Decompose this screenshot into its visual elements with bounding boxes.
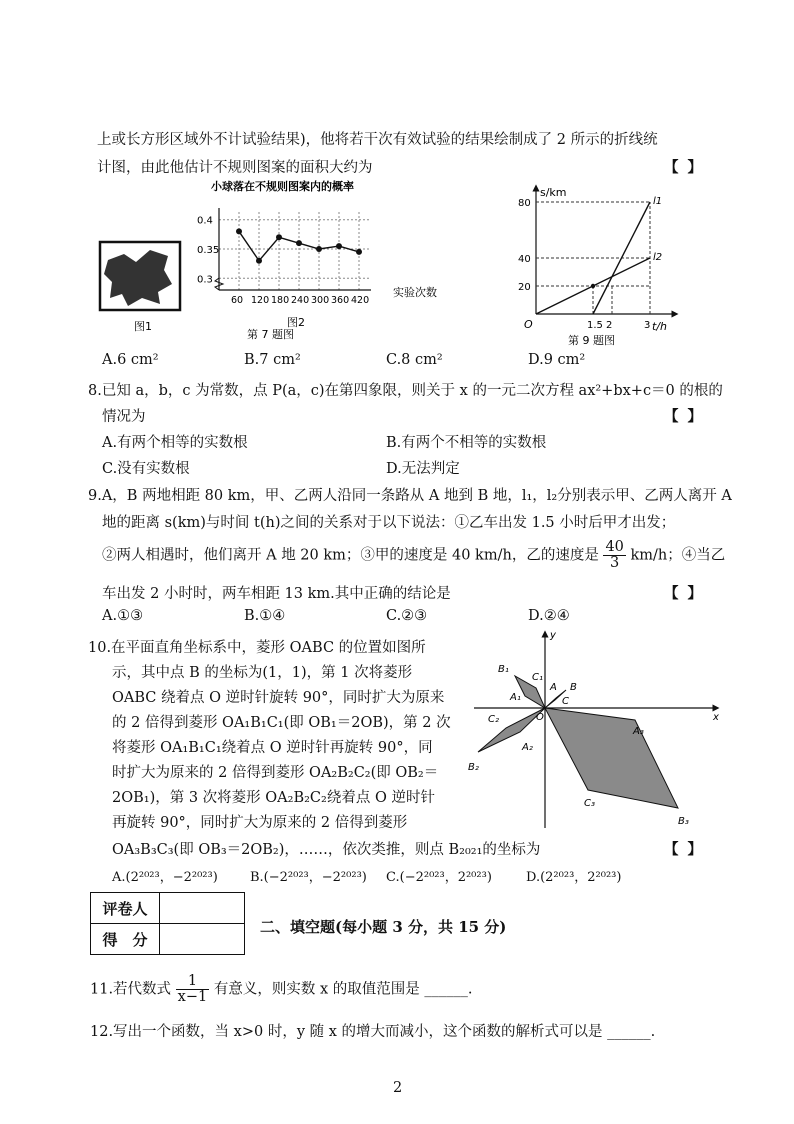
chart2-ytick-label: 20	[518, 282, 531, 293]
q8-option-b: B.有两个不相等的实数根	[386, 435, 547, 451]
q10-line-7: 2OB₁)，第 3 次将菱形 OA₂B₂C₂绕着点 O 逆时针	[112, 790, 435, 806]
fig1-caption: 图1	[134, 320, 152, 333]
q10-C3-label: C₃	[584, 798, 595, 809]
chart2-xtick-label: 3	[644, 320, 651, 331]
chart2-ytick-label: 40	[518, 254, 531, 265]
chart2-xtick-label: 2	[606, 320, 613, 331]
chart1-point	[276, 234, 282, 240]
fig7-label: 第 7 题图	[247, 328, 294, 341]
chart2-intersection-point	[591, 284, 595, 288]
chart1-point	[236, 228, 242, 234]
q8-option-c: C.没有实数根	[102, 461, 190, 477]
q8-line-1: 8.已知 a，b，c 为常数，点 P(a，c)在第四象限，则关于 x 的一元二次方程 ax²+bx+c＝0 的根的	[88, 383, 723, 399]
q10-A1-label: A₁	[510, 692, 521, 703]
q11-frac-den: x−1	[177, 989, 208, 1005]
q11-frac-num: 1	[176, 974, 210, 990]
q7-option-a: A.6 cm²	[102, 352, 159, 368]
answer-bracket-q7: 【 】	[664, 159, 705, 176]
q10-line-2: 示，其中点 B 的坐标为(1，1)，第 1 次将菱形	[112, 665, 413, 681]
chart2-series-label-l1: l1	[653, 196, 663, 207]
q9-line-2: 地的距离 s(km)与时间 t(h)之间的关系对于以下说法：①乙车出发 1.5 小时后甲才出发；	[102, 515, 676, 531]
q9-line-1: 9.A，B 两地相距 80 km，甲、乙两人沿同一条路从 A 地到 B 地，l₁，l₂分别表示甲、乙两人离开 A	[88, 488, 732, 504]
q9-line-3a: ②两人相遇时，他们离开 A 地 20 km；③甲的速度是 40 km/h，乙的速度是	[102, 547, 599, 564]
q9-option-a: A.①③	[102, 608, 144, 624]
chart2-ytick-label: 80	[518, 198, 531, 209]
chart1-xtick-label: 60	[231, 295, 244, 306]
chart1-grid	[219, 212, 371, 290]
q10-A2-label: A₂	[522, 742, 533, 753]
fig1-irregular-pattern	[98, 240, 184, 335]
q10-O-label: O	[536, 712, 544, 723]
q10-line-3: OABC 绕着点 O 逆时针旋转 90°，同时扩大为原来	[112, 690, 445, 706]
q10-B1-label: B₁	[498, 664, 509, 675]
q11-fraction	[176, 974, 210, 1005]
q10-y-label: y	[550, 630, 556, 641]
chart2-xtick-label: 1.5	[587, 320, 603, 331]
q9-line-3	[102, 540, 725, 571]
score-cell	[160, 924, 245, 955]
answer-bracket-q8: 【 】	[664, 408, 705, 425]
q10-option-c: C.(−2²⁰²³，2²⁰²³)	[386, 870, 492, 885]
fig9-label: 第 9 题图	[568, 334, 615, 347]
score-label: 得 分	[91, 924, 160, 955]
chart2-ylabel: s/km	[540, 186, 567, 199]
answer-bracket-q9: 【 】	[664, 585, 705, 602]
q9-fraction	[603, 540, 625, 571]
q10-C1-label: C₁	[532, 672, 543, 683]
q7-option-b: B.7 cm²	[244, 352, 301, 368]
chart1-point	[356, 249, 362, 255]
score-table	[90, 892, 245, 955]
q8-line-2: 情况为	[102, 409, 146, 425]
q11-suffix: 有意义，则实数 x 的取值范围是 ______.	[213, 981, 473, 998]
chart1-xtick-label: 300	[311, 295, 330, 306]
q9-option-d: D.②④	[528, 608, 570, 624]
rhombus-3	[545, 708, 678, 808]
probability-line-chart	[195, 178, 465, 341]
q10-line-5: 将菱形 OA₁B₁C₁绕着点 O 逆时针再旋转 90°，同	[112, 740, 433, 756]
chart1-title: 小球落在不规则图案内的概率	[211, 180, 354, 193]
q10-A-label: A	[550, 682, 557, 693]
q9-line-4: 车出发 2 小时时，两车相距 13 km.其中正确的结论是	[102, 586, 451, 602]
chart1-ytick-label: 0.3	[197, 274, 213, 286]
q10-option-a: A.(2²⁰²³，−2²⁰²³)	[112, 870, 218, 885]
q7-option-d: D.9 cm²	[528, 352, 586, 368]
q10-option-d: D.(2²⁰²³，2²⁰²³)	[526, 870, 622, 885]
q9-frac-num: 40	[605, 539, 624, 555]
q11-prefix: 11.若代数式	[90, 981, 172, 998]
q10-line-6: 时扩大为原来的 2 倍得到菱形 OA₂B₂C₂(即 OB₂＝	[112, 765, 439, 781]
q9-option-c: C.②③	[386, 608, 428, 624]
chart1-xtick-label: 240	[291, 295, 310, 306]
page-number: 2	[393, 1080, 403, 1096]
chart1-ytick-label: 0.35	[197, 245, 220, 256]
q10-C2-label: C₂	[488, 714, 499, 725]
chart1-xtick-label: 420	[351, 295, 370, 306]
q9-line-3b: km/h；④当乙	[630, 547, 726, 564]
section-2-title: 二、填空题(每小题 3 分，共 15 分)	[260, 918, 507, 936]
fig2-caption: 图2	[287, 316, 305, 329]
q12-line: 12.写出一个函数，当 x>0 时，y 随 x 的增大而减小，这个函数的解析式可以是 ______.	[90, 1024, 656, 1040]
chart1-xtick-label: 360	[331, 295, 350, 306]
q10-x-label: x	[713, 712, 719, 723]
chart2-origin: O	[524, 318, 533, 331]
rhombus-rotation-figure	[468, 628, 719, 838]
q9-option-b: B.①④	[244, 608, 286, 624]
chart2-xlabel: t/h	[652, 320, 667, 333]
q10-line-1: 10.在平面直角坐标系中，菱形 OABC 的位置如图所	[88, 640, 426, 656]
chart1-xtick-label: 120	[251, 295, 270, 306]
distance-time-chart	[510, 182, 685, 348]
grader-cell	[160, 893, 245, 924]
chart1-xtick-label: 180	[271, 295, 290, 306]
q7-option-c: C.8 cm²	[386, 352, 443, 368]
q8-option-d: D.无法判定	[386, 461, 460, 477]
grader-label: 评卷人	[91, 893, 160, 924]
q10-B-label: B	[570, 682, 577, 693]
q10-line-8: 再旋转 90°，同时扩大为原来的 2 倍得到菱形	[112, 815, 408, 831]
q11-line	[90, 974, 472, 1005]
fig1-blob	[104, 250, 172, 306]
chart1-point	[336, 243, 342, 249]
q8-option-a: A.有两个相等的实数根	[102, 435, 248, 451]
chart1-point	[296, 240, 302, 246]
q10-A3-label: A₃	[633, 726, 644, 737]
chart1-point	[256, 258, 262, 264]
chart2-series-label-l2: l2	[653, 252, 663, 263]
intro-line-2: 计图，由此他估计不规则图案的面积大约为	[97, 160, 373, 176]
q9-frac-den: 3	[610, 555, 620, 571]
q10-B2-label: B₂	[468, 762, 479, 773]
chart1-xlabel: 实验次数	[393, 286, 437, 299]
q10-C-label: C	[562, 696, 569, 707]
q10-option-b: B.(−2²⁰²³，−2²⁰²³)	[250, 870, 367, 885]
chart1-point	[316, 246, 322, 252]
chart1-ytick-label: 0.4	[197, 215, 213, 227]
q10-B3-label: B₃	[678, 816, 689, 827]
answer-bracket-q10: 【 】	[664, 841, 705, 858]
q10-line-4: 的 2 倍得到菱形 OA₁B₁C₁(即 OB₁＝2OB)，第 2 次	[112, 715, 451, 731]
q10-line-9: OA₃B₃C₃(即 OB₃＝2OB₂)，……，依次类推，则点 B₂₀₂₁的坐标为	[112, 842, 541, 858]
intro-line-1: 上或长方形区域外不计试验结果)，他将若干次有效试验的结果绘制成了 2 所示的折线统	[97, 132, 658, 148]
